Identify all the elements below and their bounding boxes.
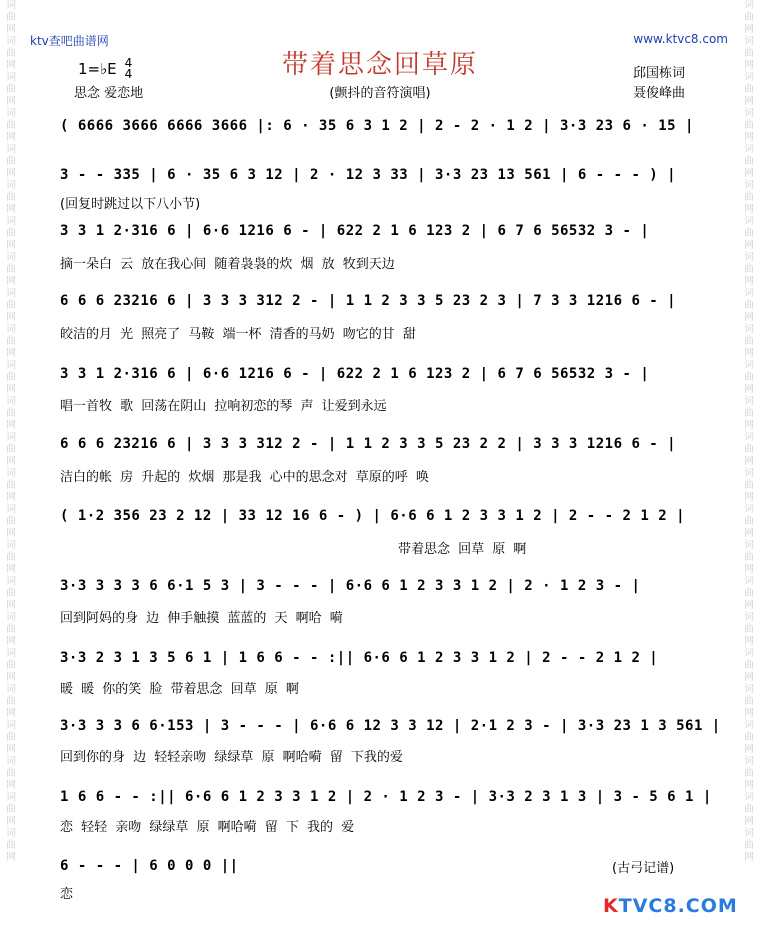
lyric-line-12: 恋 [60, 887, 74, 902]
score-line-3: 3 3 1 2·316 6 | 6·6 1216 6 - | 622 2 1 6 123 2 | 6 7 6 56532 3 - | [60, 223, 650, 239]
lyric-line-8: 回到阿妈的身 边 伸手触摸 蓝蓝的 天 啊哈 嗬 [60, 611, 343, 626]
score-line-10: 3·3 3 3 6 6·153 | 3 - - - | 6·6 6 12 3 3 12 | 2·1 2 3 - | 3·3 23 1 3 561 | [60, 718, 721, 734]
site-name[interactable]: ktv查吧曲谱网 [30, 34, 109, 48]
performer-note: (颤抖的音符演唱) [329, 86, 431, 101]
score-line-1: ( 6666 3666 6666 3666 |: 6 · 35 6 3 1 2 | 2 - 2 · 1 2 | 3·3 23 6 · 15 | [60, 118, 694, 134]
composer: 聂俊峰曲 [633, 86, 686, 101]
side-watermark-right: 词曲网词曲网词曲网词曲网词曲网词曲网词曲网词曲网词曲网词曲网词曲网词曲网词曲网词曲网词曲网词曲网词曲网词曲网词曲网词曲网词曲网词曲网词曲网词曲网 [744, 0, 754, 863]
transcriber-credit: (古弓记谱) [612, 861, 675, 876]
score-line-5: 3 3 1 2·316 6 | 6·6 1216 6 - | 622 2 1 6 123 2 | 6 7 6 56532 3 - | [60, 366, 650, 382]
lyric-line-10: 回到你的身 边 轻轻亲吻 绿绿草 原 啊哈嗬 留 下我的爱 [60, 750, 403, 765]
logo-text: TVC8.COM [618, 895, 738, 917]
site-url[interactable]: www.ktvc8.com [633, 32, 728, 46]
expression-mark: 思念 爱恋地 [74, 86, 144, 101]
site-logo [603, 895, 738, 917]
page-title: 带着思念回草原 [281, 50, 478, 80]
side-watermark-left: 词曲网词曲网词曲网词曲网词曲网词曲网词曲网词曲网词曲网词曲网词曲网词曲网词曲网词曲网词曲网词曲网词曲网词曲网词曲网词曲网词曲网词曲网词曲网词曲网 [6, 0, 16, 863]
lyric-line-6: 洁白的帐 房 升起的 炊烟 那是我 心中的思念对 草原的呼 唤 [60, 470, 429, 485]
score-line-4: 6 6 6 23216 6 | 3 3 3 312 2 - | 1 1 2 3 3 5 23 2 3 | 7 3 3 1216 6 - | [60, 293, 677, 309]
key-signature [78, 58, 132, 80]
repeat-instruction: (回复时跳过以下八小节) [60, 197, 201, 212]
time-signature-top: 4 [124, 56, 133, 70]
lyric-line-4: 皎洁的月 光 照亮了 马鞍 端一杯 清香的马奶 吻它的甘 甜 [60, 327, 416, 342]
score-line-12: 6 - - - | 6 0 0 0 || [60, 858, 239, 874]
key-label: 1=♭E [78, 60, 117, 78]
lyric-line-3: 摘一朵白 云 放在我心间 随着袅袅的炊 烟 放 牧到天边 [60, 257, 395, 272]
score-line-8: 3·3 3 3 3 6 6·1 5 3 | 3 - - - | 6·6 6 1 2 3 3 1 2 | 2 · 1 2 3 - | [60, 578, 641, 594]
score-line-7: ( 1·2 356 23 2 12 | 33 12 16 6 - ) | 6·6 6 1 2 3 3 1 2 | 2 - - 2 1 2 | [60, 508, 686, 524]
lyric-line-7: 带着思念 回草 原 啊 [398, 542, 527, 557]
lyric-line-5: 唱一首牧 歌 回荡在阴山 拉响初恋的琴 声 让爱到永远 [60, 399, 387, 414]
logo-letter-k: K [603, 895, 619, 917]
lyricist: 邱国栋词 [633, 66, 686, 81]
lyric-line-9: 暖 暖 你的笑 脸 带着思念 回草 原 啊 [60, 682, 299, 697]
score-line-11: 1 6 6 - - :|| 6·6 6 1 2 3 3 1 2 | 2 · 1 2 3 - | 3·3 2 3 1 3 | 3 - 5 6 1 | [60, 789, 712, 805]
score-line-2: 3 - - 335 | 6 · 35 6 3 12 | 2 · 12 3 33 | 3·3 23 13 561 | 6 - - - ) | [60, 167, 677, 183]
time-signature-bottom: 4 [124, 67, 133, 81]
time-signature [125, 58, 133, 80]
score-line-6: 6 6 6 23216 6 | 3 3 3 312 2 - | 1 1 2 3 3 5 23 2 2 | 3 3 3 1216 6 - | [60, 436, 677, 452]
lyric-line-11: 恋 轻轻 亲吻 绿绿草 原 啊哈嗬 留 下 我的 爱 [60, 820, 355, 835]
score-line-9: 3·3 2 3 1 3 5 6 1 | 1 6 6 - - :|| 6·6 6 1 2 3 3 1 2 | 2 - - 2 1 2 | [60, 650, 659, 666]
